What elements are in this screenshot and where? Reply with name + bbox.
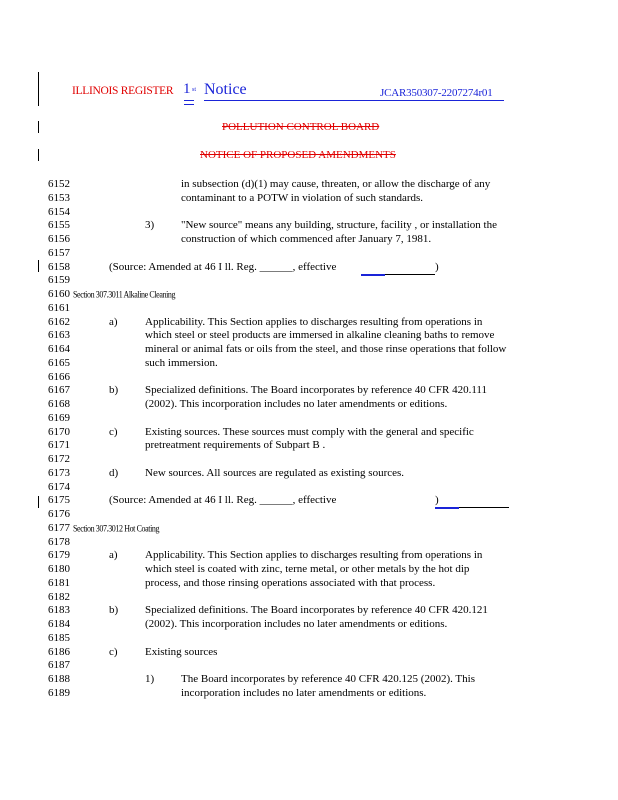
line-number: 6161	[48, 301, 70, 314]
agency-name: POLLUTION CONTROL BOARD	[222, 121, 380, 133]
change-bar	[38, 72, 39, 106]
line-number: 6160	[48, 288, 70, 300]
line-number: 6189	[48, 686, 70, 699]
section-heading: Section 307.3012 Hot Coating	[73, 522, 160, 534]
source-note: (Source: Amended at 46 I ll. Reg. ______, effective	[109, 494, 337, 507]
closing-paren: )	[435, 494, 439, 507]
body-text: Existing sources. These sources must comply with the general and specific	[145, 425, 474, 438]
body-text: incorporation includes no later amendments or editions.	[181, 686, 427, 699]
subsection-label: c)	[109, 425, 118, 438]
line-number: 6170	[48, 425, 70, 438]
line-number: 6164	[48, 343, 70, 355]
line-number: 6152	[48, 178, 70, 190]
effective-date-blank	[361, 264, 435, 275]
body-text: The Board incorporates by reference 40 CFR 420.125 (2002). This	[181, 673, 475, 685]
line-number: 6175	[48, 494, 70, 507]
body-text: pretreatment requirements of Subpart B .	[145, 439, 326, 452]
body-text: "New source" means any building, structure, facility , or installation the	[181, 219, 497, 232]
line-number: 6179	[48, 549, 70, 562]
line-number: 6183	[48, 604, 70, 617]
line-number: 6155	[48, 219, 70, 232]
line-number: 6186	[48, 645, 70, 658]
line-number: 6187	[48, 659, 70, 672]
notice-underline	[184, 100, 194, 101]
line-number: 6171	[48, 439, 70, 452]
line-number: 6157	[48, 246, 70, 259]
line-number: 6173	[48, 466, 70, 479]
source-note: (Source: Amended at 46 I ll. Reg. ______, effective	[109, 260, 337, 273]
body-text: Existing sources	[145, 645, 218, 658]
line-number: 6163	[48, 329, 70, 342]
line-number: 6184	[48, 618, 70, 630]
line-number: 6162	[48, 315, 70, 328]
body-text: (2002). This incorporation includes no later amendments or editions.	[145, 618, 448, 630]
line-number: 6165	[48, 356, 70, 369]
body-text: Specialized definitions. The Board incorporates by reference 40 CFR 420.111	[145, 384, 488, 397]
line-number: 6178	[48, 535, 70, 548]
body-text: contaminant to a POTW in violation of such standards.	[181, 191, 424, 204]
subsection-label: 1)	[145, 673, 155, 685]
body-text: (2002). This incorporation includes no later amendments or editions.	[145, 398, 448, 410]
notice-type: NOTICE OF PROPOSED AMENDMENTS	[200, 149, 396, 161]
line-number: 6154	[48, 205, 70, 218]
notice-underline	[204, 100, 504, 101]
line-number: 6182	[48, 590, 70, 603]
change-bar	[38, 260, 39, 272]
body-text: which steel is coated with zinc, terne metal, or other metals by the hot dip	[145, 563, 470, 575]
line-number: 6176	[48, 508, 70, 520]
change-bar	[38, 149, 39, 161]
effective-date-blank	[435, 497, 509, 508]
line-number: 6158	[48, 260, 70, 273]
body-text: Applicability. This Section applies to discharges resulting from operations in	[145, 315, 483, 328]
section-heading: Section 307.3011 Alkaline Cleaning	[73, 289, 176, 300]
line-number: 6185	[48, 631, 70, 644]
subsection-label: a)	[109, 549, 118, 562]
line-number: 6174	[48, 480, 70, 493]
line-number: 6181	[48, 576, 70, 589]
body-text: such immersion.	[145, 356, 218, 369]
body-text: Specialized definitions. The Board incorporates by reference 40 CFR 420.121	[145, 604, 488, 617]
subsection-label: d)	[109, 466, 119, 479]
line-number: 6159	[48, 274, 70, 287]
issue-number: 1	[183, 81, 191, 97]
line-number: 6168	[48, 398, 70, 410]
body-text: which steel or steel products are immersed in alkaline cleaning baths to remove	[145, 329, 495, 342]
notice-underline	[184, 104, 194, 105]
line-number: 6172	[48, 453, 70, 465]
body-text: mineral or animal fats or oils from the steel, and those rinse operations that follow	[145, 343, 507, 355]
register-title: ILLINOIS REGISTER	[72, 85, 174, 97]
subsection-label: a)	[109, 315, 118, 328]
line-number: 6177	[48, 521, 70, 534]
line-number: 6153	[48, 191, 70, 204]
line-number: 6167	[48, 384, 70, 397]
subsection-label: b)	[109, 384, 119, 397]
closing-paren: )	[435, 260, 439, 273]
notice-heading: Notice	[204, 81, 247, 98]
jcar-code: JCAR350307-2207274r01	[380, 87, 493, 99]
change-bar	[38, 496, 39, 508]
change-bar	[38, 121, 39, 133]
body-text: construction of which commenced after January 7, 1981.	[181, 233, 432, 245]
subsection-label: 3)	[145, 219, 155, 232]
line-number: 6188	[48, 673, 70, 685]
line-number: 6169	[48, 411, 70, 424]
issue-suffix: st	[192, 87, 197, 93]
body-text: in subsection (d)(1) may cause, threaten, or allow the discharge of any	[181, 178, 491, 190]
subsection-label: b)	[109, 604, 119, 617]
line-number: 6180	[48, 563, 70, 575]
line-number: 6156	[48, 233, 70, 245]
subsection-label: c)	[109, 645, 118, 658]
line-number: 6166	[48, 370, 70, 383]
body-text: New sources. All sources are regulated as existing sources.	[145, 466, 405, 479]
body-text: Applicability. This Section applies to discharges resulting from operations in	[145, 549, 483, 562]
body-text: process, and those rinsing operations associated with that process.	[145, 576, 436, 589]
